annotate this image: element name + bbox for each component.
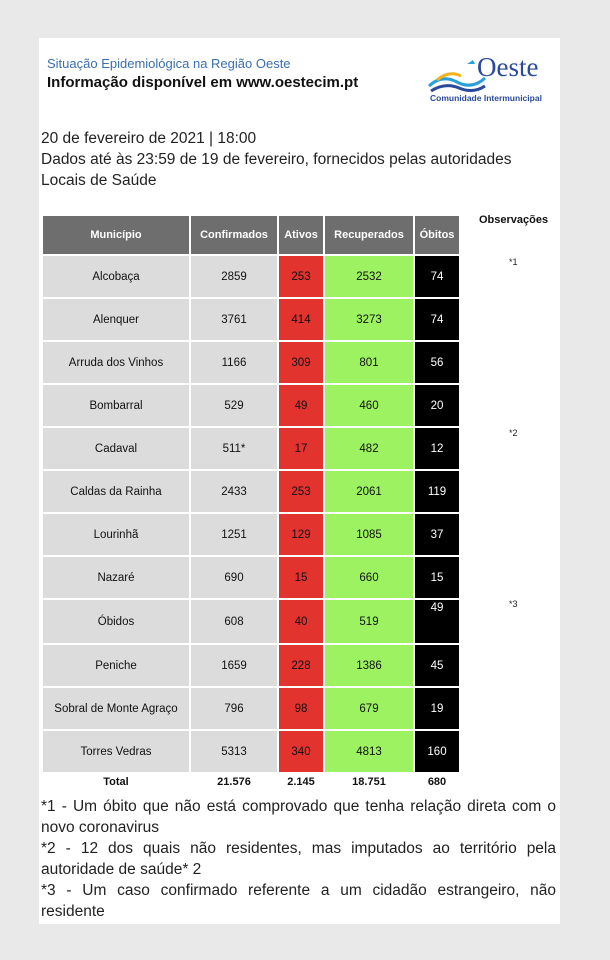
cell-confirmados: 1251 — [191, 514, 277, 555]
table-row — [43, 471, 459, 512]
date-block — [41, 128, 556, 191]
cell-recuperados: 801 — [325, 342, 413, 383]
table-row — [43, 731, 459, 772]
cell-ativos: 228 — [279, 645, 323, 686]
header-municipio: Município — [43, 216, 189, 254]
logo-subtitle: Comunidade Intermunicipal — [430, 93, 542, 103]
cell-recuperados: 660 — [325, 557, 413, 598]
cell-ativos: 414 — [279, 299, 323, 340]
cell-obitos: 56 — [415, 342, 459, 383]
cell-ativos: 309 — [279, 342, 323, 383]
table-row — [43, 256, 459, 297]
cell-confirmados: 2433 — [191, 471, 277, 512]
cell-confirmados: 690 — [191, 557, 277, 598]
table-row — [43, 342, 459, 383]
cell-recuperados: 679 — [325, 688, 413, 729]
cell-obitos: 119 — [415, 471, 459, 512]
total-confirmados: 21.576 — [217, 776, 251, 788]
observation-mark: *1 — [509, 257, 518, 267]
table-row — [43, 385, 459, 426]
footnote: *3 - Um caso confirmado referente a um cidadão estrangeiro, não residente — [41, 882, 556, 920]
cell-recuperados: 1386 — [325, 645, 413, 686]
bulletin-subtitle: Situação Epidemiológica na Região Oeste — [47, 56, 291, 71]
table-total-row — [43, 774, 459, 790]
cell-ativos: 253 — [279, 256, 323, 297]
table-row — [43, 428, 459, 469]
cell-ativos: 49 — [279, 385, 323, 426]
bulletin-page — [39, 38, 560, 924]
cell-municipio: Nazaré — [43, 557, 189, 598]
table-row — [43, 645, 459, 686]
logo-wordmark: Oeste — [477, 52, 539, 82]
cell-recuperados: 1085 — [325, 514, 413, 555]
cell-recuperados: 2532 — [325, 256, 413, 297]
cell-recuperados: 3273 — [325, 299, 413, 340]
cell-confirmados: 1659 — [191, 645, 277, 686]
cell-ativos: 98 — [279, 688, 323, 729]
cell-obitos: 74 — [415, 256, 459, 297]
cell-obitos: 49 — [415, 600, 459, 643]
total-recuperados: 18.751 — [352, 776, 386, 788]
header-observacoes: Observações — [479, 214, 549, 226]
epidemiology-table — [41, 214, 461, 792]
oeste-logo — [427, 50, 557, 114]
table-row — [43, 557, 459, 598]
table-row — [43, 688, 459, 729]
footnote: *1 - Um óbito que não está comprovado que tenha relação direta com o novo coronavirus — [41, 798, 556, 836]
data-note: Dados até às 23:59 de 19 de fevereiro, fornecidos pelas autoridades Locais de Saúde — [41, 151, 512, 189]
cell-municipio: Alcobaça — [43, 256, 189, 297]
cell-ativos: 340 — [279, 731, 323, 772]
header-obitos: Óbitos — [415, 216, 459, 254]
cell-obitos: 74 — [415, 299, 459, 340]
cell-obitos: 37 — [415, 514, 459, 555]
observation-mark: *2 — [509, 428, 518, 438]
date-line: 20 de fevereiro de 2021 | 18:00 — [41, 130, 257, 147]
cell-confirmados: 529 — [191, 385, 277, 426]
total-ativos: 2.145 — [287, 776, 315, 788]
observation-mark: *3 — [509, 599, 518, 609]
header-confirmados: Confirmados — [191, 216, 277, 254]
cell-confirmados: 796 — [191, 688, 277, 729]
total-obitos: 680 — [427, 776, 447, 788]
cell-obitos: 160 — [415, 731, 459, 772]
cell-recuperados: 482 — [325, 428, 413, 469]
table-header-row — [43, 216, 459, 254]
cell-municipio: Bombarral — [43, 385, 189, 426]
cell-confirmados: 1166 — [191, 342, 277, 383]
cell-recuperados: 4813 — [325, 731, 413, 772]
cell-obitos: 19 — [415, 688, 459, 729]
cell-municipio: Caldas da Rainha — [43, 471, 189, 512]
cell-obitos: 12 — [415, 428, 459, 469]
total-label: Total — [103, 776, 129, 788]
cell-recuperados: 460 — [325, 385, 413, 426]
table-row — [43, 514, 459, 555]
cell-confirmados: 608 — [191, 600, 277, 643]
cell-obitos: 45 — [415, 645, 459, 686]
header-recuperados: Recuperados — [325, 216, 413, 254]
footnotes — [41, 796, 556, 922]
cell-recuperados: 2061 — [325, 471, 413, 512]
cell-municipio: Sobral de Monte Agraço — [43, 688, 189, 729]
cell-confirmados: 5313 — [191, 731, 277, 772]
table-row — [43, 600, 459, 643]
cell-obitos: 20 — [415, 385, 459, 426]
cell-municipio: Lourinhã — [43, 514, 189, 555]
cell-municipio: Arruda dos Vinhos — [43, 342, 189, 383]
cell-municipio: Alenquer — [43, 299, 189, 340]
cell-municipio: Torres Vedras — [43, 731, 189, 772]
cell-ativos: 40 — [279, 600, 323, 643]
site-info: Informação disponível em www.oestecim.pt — [47, 74, 359, 91]
cell-ativos: 253 — [279, 471, 323, 512]
cell-municipio: Peniche — [43, 645, 189, 686]
cell-confirmados: 2859 — [191, 256, 277, 297]
table-row — [43, 299, 459, 340]
cell-ativos: 129 — [279, 514, 323, 555]
header-ativos: Ativos — [279, 216, 323, 254]
cell-obitos: 15 — [415, 557, 459, 598]
cell-ativos: 17 — [279, 428, 323, 469]
cell-municipio: Óbidos — [43, 600, 189, 643]
cell-ativos: 15 — [279, 557, 323, 598]
cell-municipio: Cadaval — [43, 428, 189, 469]
cell-confirmados: 511* — [191, 428, 277, 469]
cell-confirmados: 3761 — [191, 299, 277, 340]
header — [47, 52, 552, 126]
footnote: *2 - 12 dos quais não residentes, mas imputados ao território pela autoridade de saúde* 2 — [41, 840, 556, 878]
cell-recuperados: 519 — [325, 600, 413, 643]
